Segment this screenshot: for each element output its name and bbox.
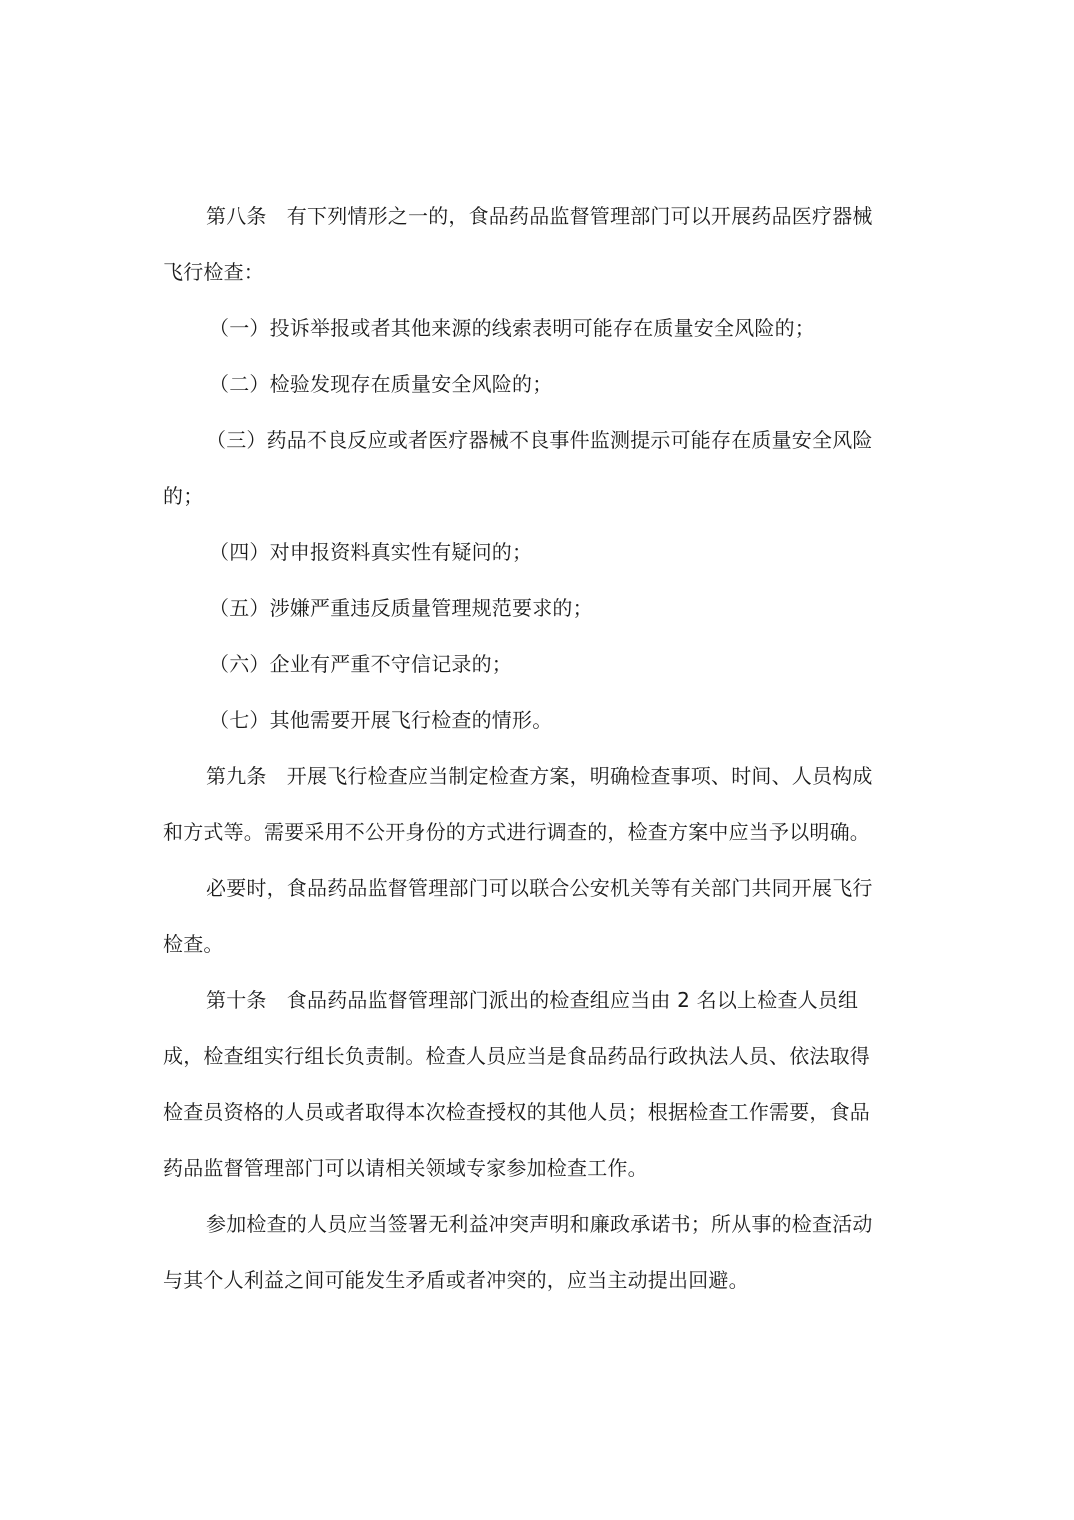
article-10-line-4: 药品监督管理部门可以请相关领域专家参加检查工作。 [163, 1156, 648, 1180]
article-9-line-2: 和方式等。需要采用不公开身份的方式进行调查的，检查方案中应当予以明确。 [163, 820, 870, 844]
article-8-item-4: （四）对申报资料真实性有疑问的； [209, 540, 533, 564]
article-10-para-2-line-1: 参加检查的人员应当签署无利益冲突声明和廉政承诺书；所从事的检查活动 [206, 1212, 873, 1236]
article-9-para-2-line-2: 检查。 [163, 932, 224, 956]
article-8-item-2: （二）检验发现存在质量安全风险的； [209, 372, 553, 396]
article-8-item-3-line-1: （三）药品不良反应或者医疗器械不良事件监测提示可能存在质量安全风险 [206, 428, 873, 452]
article-10-para-2-line-2: 与其个人利益之间可能发生矛盾或者冲突的，应当主动提出回避。 [163, 1268, 749, 1292]
article-9-para-2-line-1: 必要时，食品药品监督管理部门可以联合公安机关等有关部门共同开展飞行 [206, 876, 873, 900]
article-8-line-1: 第八条 有下列情形之一的，食品药品监督管理部门可以开展药品医疗器械 [206, 204, 873, 228]
article-8-item-7: （七）其他需要开展飞行检查的情形。 [209, 708, 553, 732]
article-8-line-2: 飞行检查： [163, 260, 264, 284]
article-8-item-3-line-2: 的； [163, 484, 204, 508]
article-10-line-3: 检查员资格的人员或者取得本次检查授权的其他人员；根据检查工作需要，食品 [163, 1100, 870, 1124]
article-8-item-5: （五）涉嫌严重违反质量管理规范要求的； [209, 596, 593, 620]
article-10-line-2: 成，检查组实行组长负责制。检查人员应当是食品药品行政执法人员、依法取得 [163, 1044, 870, 1068]
article-8-item-6: （六）企业有严重不守信记录的； [209, 652, 512, 676]
article-10-line-1: 第十条 食品药品监督管理部门派出的检查组应当由 2 名以上检查人员组 [206, 988, 859, 1012]
article-9-line-1: 第九条 开展飞行检查应当制定检查方案，明确检查事项、时间、人员构成 [206, 764, 873, 788]
article-8-item-1: （一）投诉举报或者其他来源的线索表明可能存在质量安全风险的； [209, 316, 815, 340]
